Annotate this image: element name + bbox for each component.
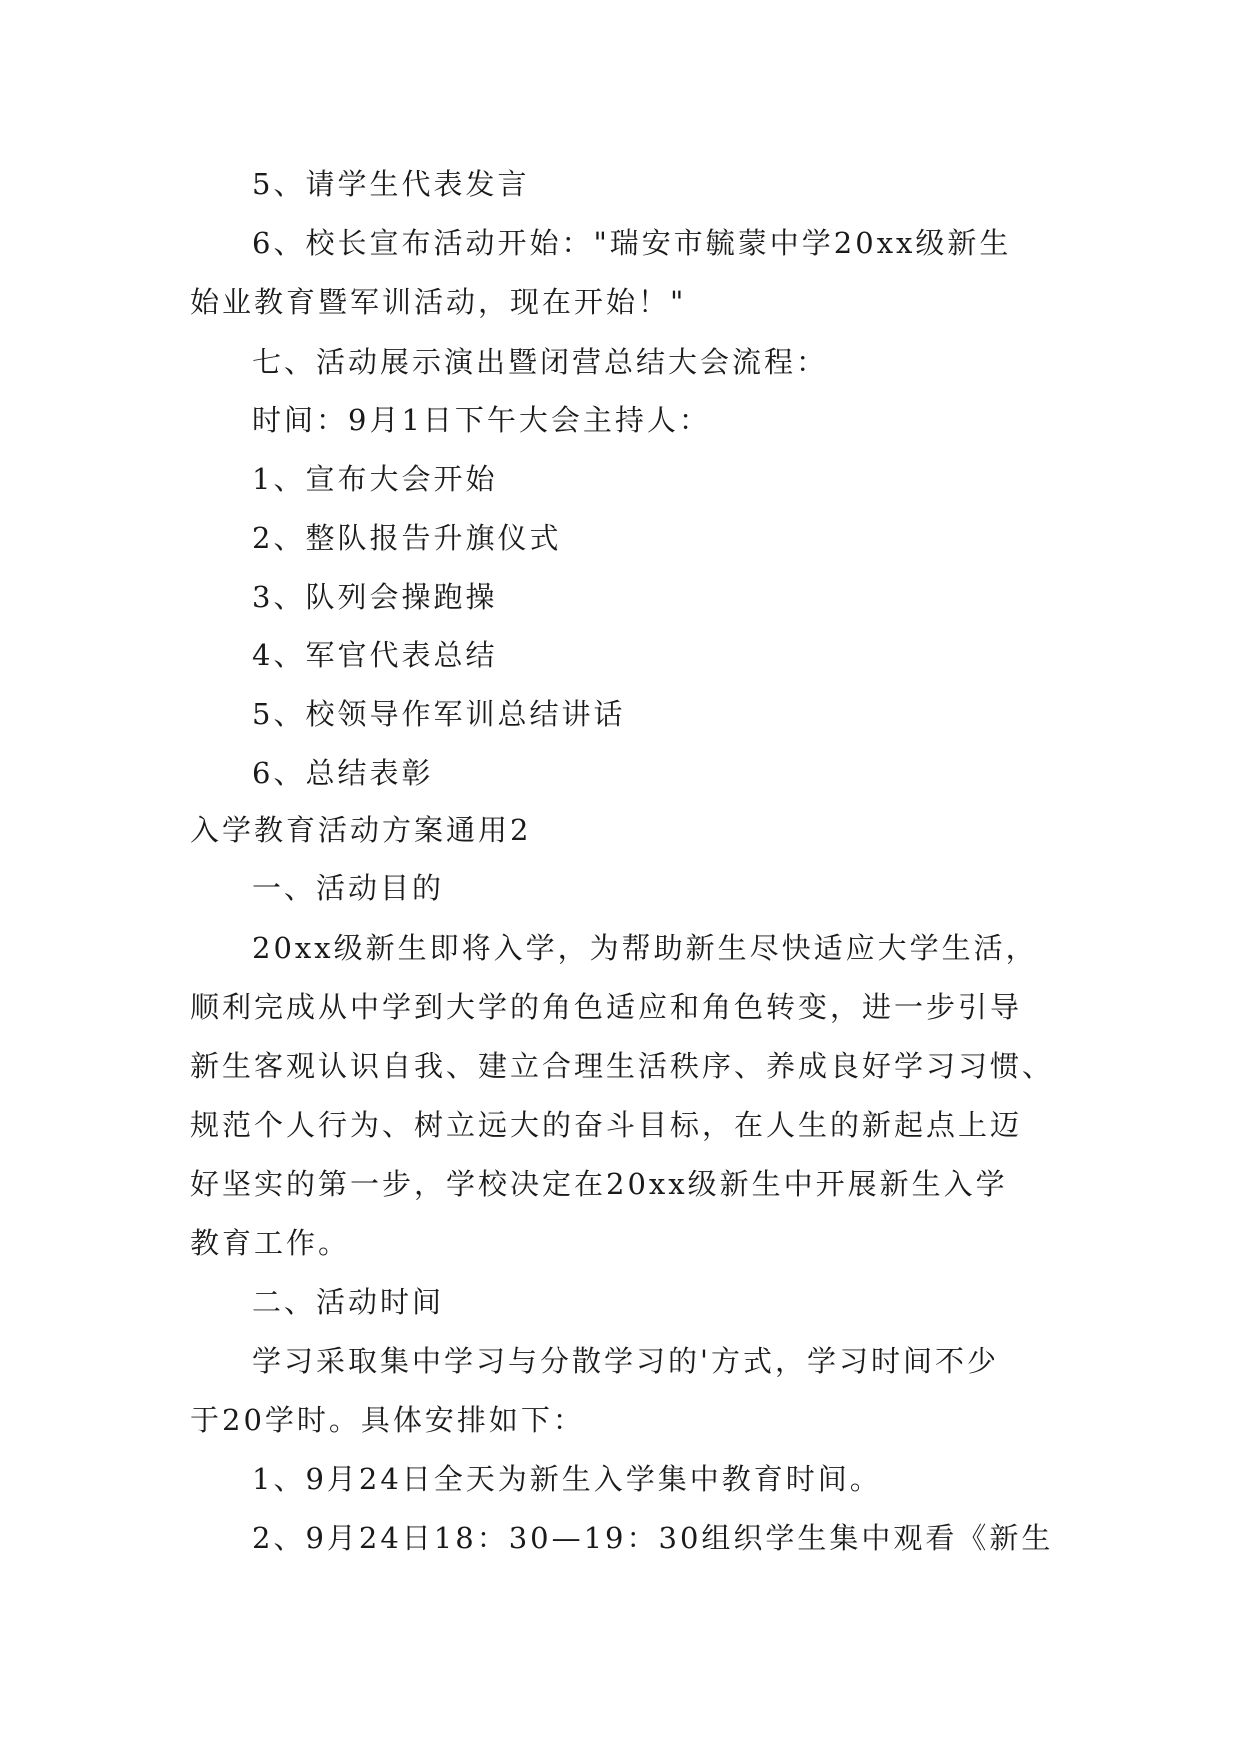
paragraph-line: 始业教育暨军训活动，现在开始！" (190, 285, 687, 319)
list-item: 6、总结表彰 (252, 756, 434, 790)
paragraph-line: 教育工作。 (190, 1226, 351, 1260)
list-item: 5、校领导作军训总结讲话 (252, 697, 626, 731)
list-item: 3、队列会操跑操 (252, 580, 498, 614)
paragraph-line: 好坚实的第一步，学校决定在20xx级新生中开展新生入学 (190, 1167, 1008, 1201)
list-item: 1、宣布大会开始 (252, 462, 498, 496)
list-item: 2、9月24日18：30—19：30组织学生集中观看《新生 (252, 1521, 1054, 1555)
list-item: 4、军官代表总结 (252, 638, 498, 672)
paragraph-line: 顺利完成从中学到大学的角色适应和角色转变，进一步引导 (190, 990, 1023, 1024)
list-item: 2、整队报告升旗仪式 (252, 521, 562, 555)
paragraph-line: 20xx级新生即将入学，为帮助新生尽快适应大学生活， (252, 931, 1038, 965)
paragraph-line: 于20学时。具体安排如下： (190, 1403, 585, 1437)
document-title: 入学教育活动方案通用2 (190, 813, 532, 847)
list-item: 1、9月24日全天为新生入学集中教育时间。 (252, 1462, 882, 1496)
paragraph-line: 新生客观认识自我、建立合理生活秩序、养成良好学习习惯、 (190, 1049, 1055, 1083)
list-item: 5、请学生代表发言 (252, 167, 530, 201)
paragraph-line: 时间：9月1日下午大会主持人： (252, 403, 711, 437)
section-heading: 七、活动展示演出暨闭营总结大会流程： (252, 345, 829, 379)
paragraph-line: 规范个人行为、树立远大的奋斗目标，在人生的新起点上迈 (190, 1108, 1023, 1142)
paragraph-line: 学习采取集中学习与分散学习的'方式，学习时间不少 (252, 1344, 999, 1378)
section-heading: 一、活动目的 (252, 871, 445, 905)
section-heading: 二、活动时间 (252, 1285, 445, 1319)
list-item: 6、校长宣布活动开始："瑞安市毓蒙中学20xx级新生 (252, 226, 1012, 260)
